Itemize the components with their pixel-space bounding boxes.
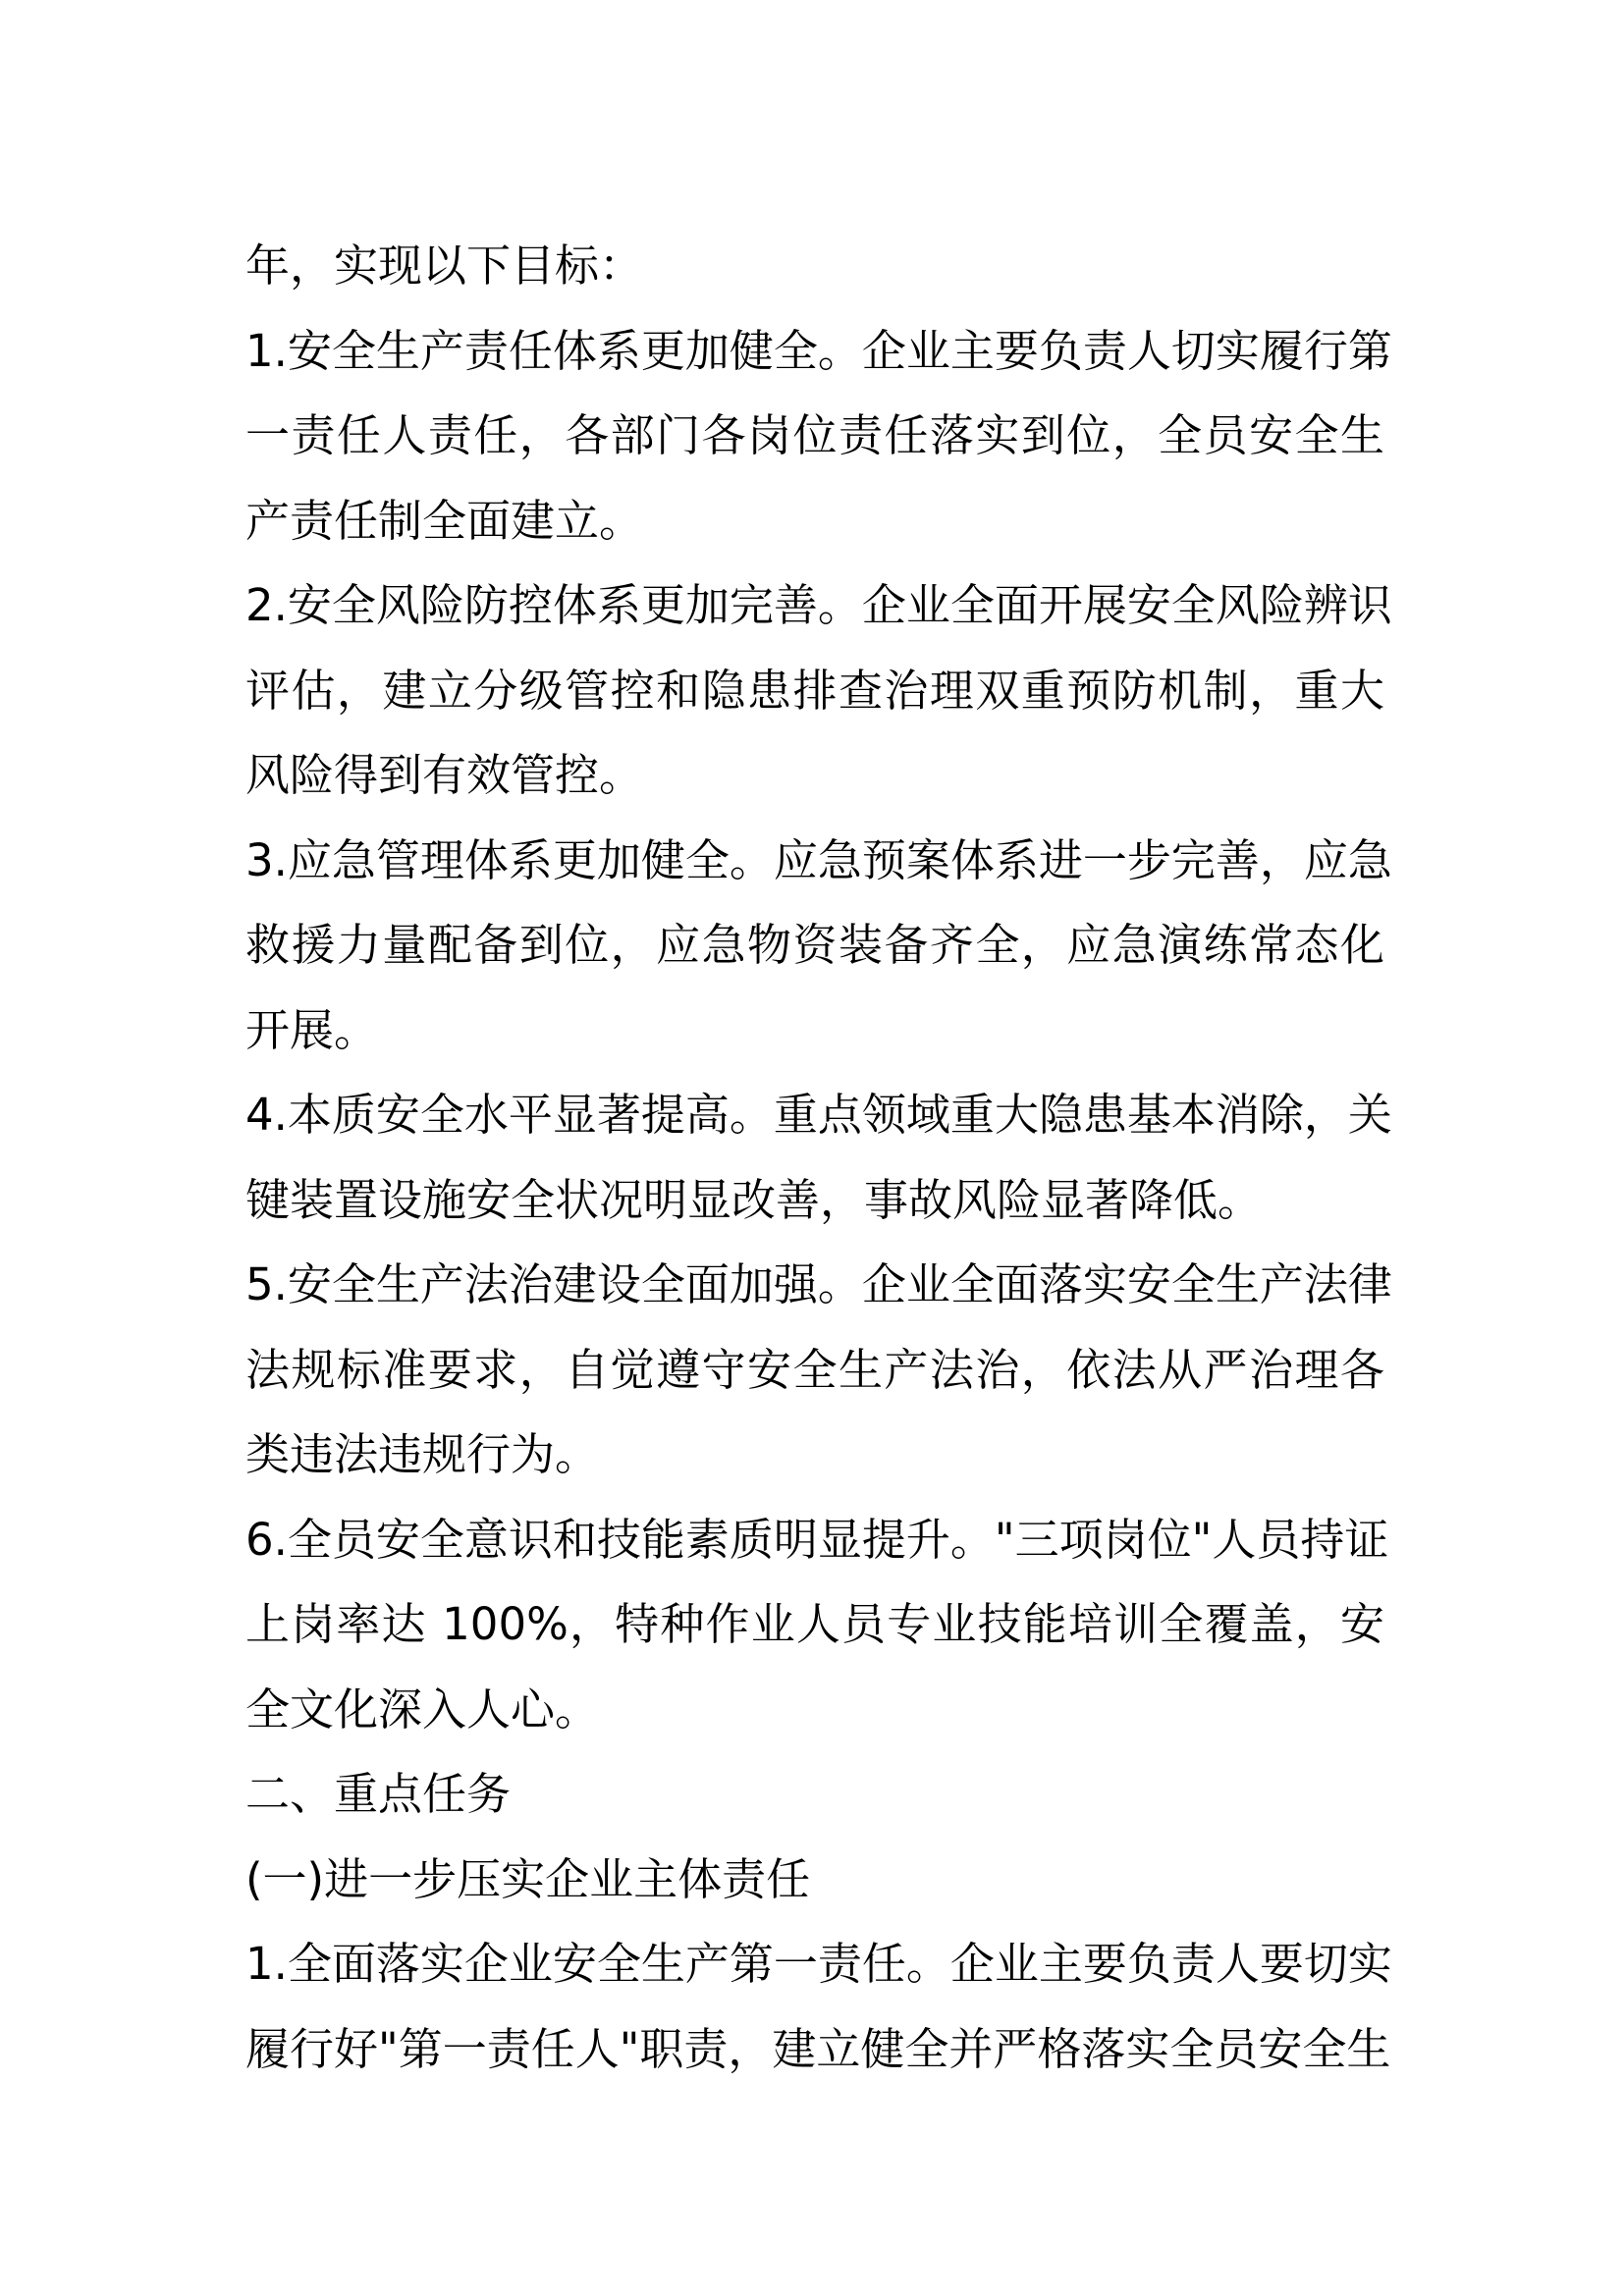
text-line: 1.安全生产责任体系更加健全。企业主要负责人切实履行第 (245, 324, 1392, 377)
document-page (245, 224, 1392, 2092)
text-line: 键装置设施安全状况明显改善，事故风险显著降低。 (245, 1173, 1263, 1226)
text-line: 开展。 (245, 1003, 379, 1056)
text-line: 上岗率达 100%，特种作业人员专业技能培训全覆盖，安 (245, 1598, 1384, 1650)
text-line: 履行好"第一责任人"职责，建立健全并严格落实全员安全生 (245, 2022, 1391, 2075)
text-line: 评估，建立分级管控和隐患排查治理双重预防机制，重大 (245, 664, 1384, 717)
text-line: 5.安全生产法治建设全面加强。企业全面落实安全生产法律 (245, 1258, 1392, 1310)
text-line: 3.应急管理体系更加健全。应急预案体系进一步完善，应急 (245, 833, 1392, 886)
text-line: 1.全面落实企业安全生产第一责任。企业主要负责人要切实 (245, 1938, 1392, 1990)
text-line: 类违法违规行为。 (245, 1428, 600, 1480)
text-line: 全文化深入人心。 (245, 1682, 600, 1735)
subsection-heading: (一)进一步压实企业主体责任 (245, 1852, 811, 1905)
text-line: 风险得到有效管控。 (245, 749, 644, 801)
text-line: 产责任制全面建立。 (245, 494, 644, 547)
text-line: 年，实现以下目标： (245, 240, 644, 292)
section-heading: 二、重点任务 (245, 1768, 512, 1820)
text-line: 2.安全风险防控体系更加完善。企业全面开展安全风险辨识 (245, 579, 1392, 631)
text-line: 4.本质安全水平显著提高。重点领域重大隐患基本消除，关 (245, 1089, 1392, 1141)
text-line: 一责任人责任，各部门各岗位责任落实到位，全员安全生 (245, 409, 1384, 461)
text-line: 法规标准要求，自觉遵守安全生产法治，依法从严治理各 (245, 1343, 1384, 1396)
text-line: 6.全员安全意识和技能素质明显提升。"三项岗位"人员持证 (245, 1513, 1389, 1566)
text-line: 救援力量配备到位，应急物资装备齐全，应急演练常态化 (245, 919, 1384, 971)
